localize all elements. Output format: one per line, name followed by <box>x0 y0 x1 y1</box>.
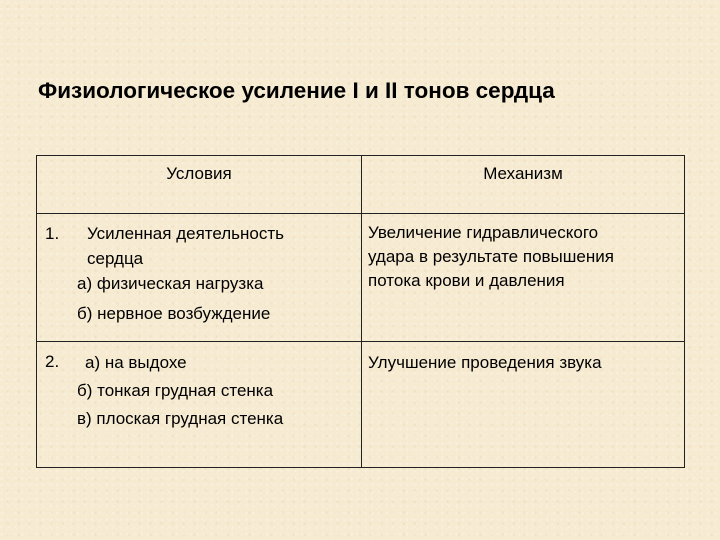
row-1-condition-subitems <box>77 271 352 326</box>
row-1-number: 1. <box>45 224 60 243</box>
row-1-condition-line: сердца <box>87 249 144 268</box>
conditions-mechanism-table <box>36 155 685 468</box>
page-title: Физиологическое усиление I и II тонов сердца <box>38 78 555 103</box>
row-2-number: 2. <box>45 352 60 371</box>
row-2-conditions <box>77 349 357 433</box>
row-1-mechanism-line: потока крови и давления <box>368 271 565 290</box>
row-1-subitem-b: б) нервное возбуждение <box>77 304 271 323</box>
column-divider <box>361 156 362 467</box>
row-1-mechanism <box>368 221 668 293</box>
row-1-mechanism-line: удара в результате повышения <box>368 247 614 266</box>
header-mechanism: Механизм <box>483 164 563 183</box>
row-2-condition-line: б) тонкая грудная стенка <box>77 381 274 400</box>
row-2-mechanism <box>368 349 678 377</box>
row-1-condition-line: Усиленная деятельность <box>87 224 285 243</box>
row-1-subitem-a: а) физическая нагрузка <box>77 274 264 293</box>
row-1-conditions <box>87 221 352 271</box>
row-divider <box>37 341 684 342</box>
row-2-condition-line: в) плоская грудная стенка <box>77 409 284 428</box>
row-1-mechanism-line: Увеличение гидравлического <box>368 223 599 242</box>
row-2-condition-line: а) на выдохе <box>85 353 187 372</box>
header-divider <box>37 213 684 214</box>
header-conditions: Условия <box>166 164 232 183</box>
row-2-mechanism-line: Улучшение проведения звука <box>368 353 602 372</box>
